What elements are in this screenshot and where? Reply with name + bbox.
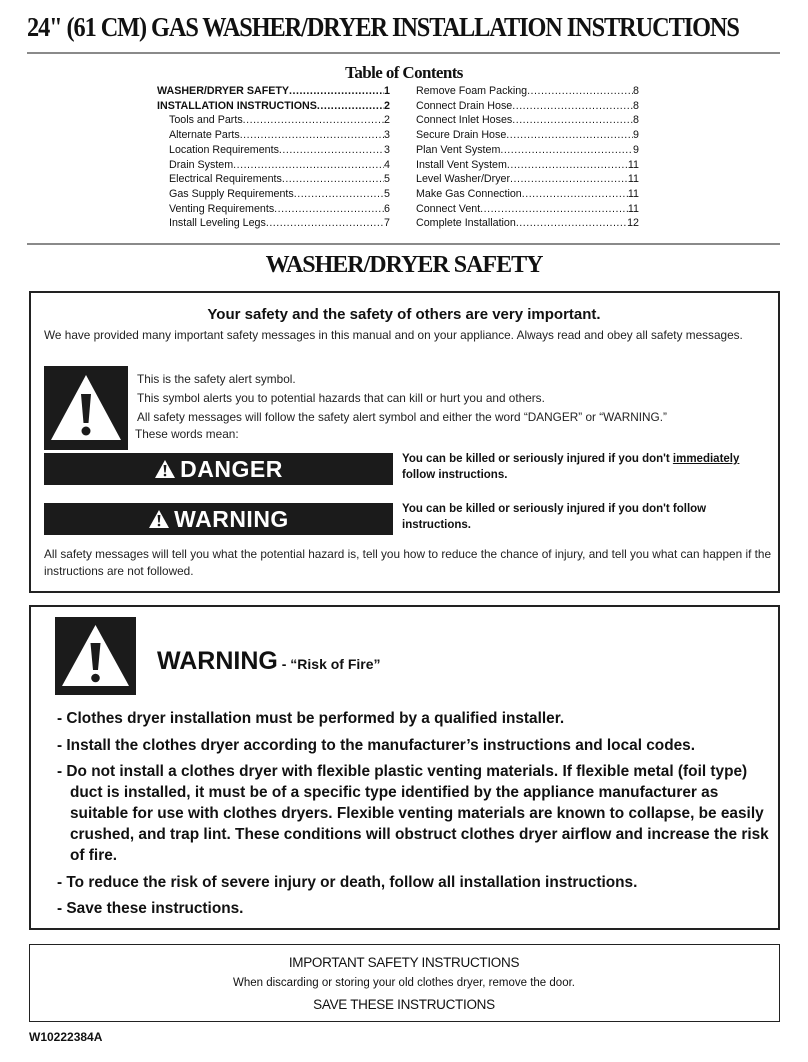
toc-leader-dots — [512, 99, 633, 114]
toc-entry[interactable] — [157, 99, 390, 114]
toc-entry-page: 3 — [384, 143, 390, 156]
safety-alert-icon — [44, 366, 128, 450]
toc-entry-label: Complete Installation — [416, 217, 516, 230]
fire-warning-heading — [157, 647, 381, 676]
toc-entry-label: Alternate Parts — [169, 129, 240, 142]
toc-entry-page: 2 — [384, 114, 390, 127]
toc-entry-label: Electrical Requirements — [169, 173, 282, 186]
toc-entry[interactable] — [157, 172, 390, 187]
toc-entry[interactable] — [157, 143, 390, 158]
danger-text-emphasis: immediately — [672, 453, 740, 465]
toc-leader-dots — [527, 84, 633, 99]
toc-entry-label: Secure Drain Hose — [416, 129, 507, 142]
toc-entry[interactable] — [416, 187, 639, 202]
toc-entry-page: 1 — [384, 85, 390, 97]
warning-alert-icon — [148, 509, 170, 529]
toc-entry[interactable] — [416, 99, 639, 114]
toc-entry-page: 8 — [633, 114, 639, 127]
toc-entry-page: 9 — [633, 129, 639, 142]
danger-text — [402, 452, 772, 483]
toc-entry[interactable] — [157, 128, 390, 143]
toc-entry-page: 4 — [384, 158, 390, 171]
symbol-line-4: These words mean: — [135, 427, 239, 441]
toc-entry-page: 2 — [384, 99, 390, 112]
toc-leader-dots — [289, 84, 384, 99]
toc-leader-dots — [480, 202, 628, 217]
toc-leader-dots — [510, 172, 628, 187]
toc-entry[interactable] — [416, 128, 639, 143]
important-title: IMPORTANT SAFETY INSTRUCTIONS — [288, 955, 520, 970]
toc-entry-page: 6 — [384, 202, 390, 215]
symbol-line-1: This is the safety alert symbol. — [137, 372, 296, 386]
toc-entry-label: Connect Inlet Hoses — [416, 114, 513, 127]
toc-leader-dots — [266, 216, 384, 231]
toc-entry[interactable] — [416, 113, 639, 128]
toc-entry-label: INSTALLATION INSTRUCTIONS — [157, 99, 317, 112]
symbol-line-2: This symbol alerts you to potential hazards that can kill or hurt you and others. — [137, 391, 545, 405]
fire-warning-item: - To reduce the risk of severe injury or death, follow all installation instructions. — [57, 873, 638, 891]
fire-warning-item: - Clothes dryer installation must be performed by a qualified installer. — [57, 710, 565, 727]
toc-entry-page: 3 — [384, 129, 390, 142]
fire-warning-title: WARNING — [157, 647, 278, 675]
toc-title: Table of Contents — [345, 63, 463, 82]
safety-heading: Your safety and the safety of others are very important. — [207, 306, 601, 323]
toc-entry-page: 11 — [627, 158, 639, 171]
toc-leader-dots — [512, 113, 633, 128]
toc-entry-page: 11 — [627, 187, 639, 200]
toc-entry-page: 5 — [384, 187, 390, 200]
important-text: When discarding or storing your old clothes dryer, remove the door. — [233, 977, 575, 989]
toc-leader-dots — [294, 187, 384, 202]
toc-entry-page: 9 — [633, 143, 639, 156]
danger-signal-bar — [44, 453, 393, 485]
toc-entry-page: 7 — [384, 217, 390, 230]
toc-entry-page: 5 — [384, 173, 390, 186]
toc-entry-label: Connect Vent — [416, 202, 481, 215]
document-number: W10222384A — [29, 1030, 103, 1044]
toc-right-column — [416, 84, 639, 231]
header-divider — [27, 52, 780, 54]
symbol-line-3: All safety messages will follow the safety alert symbol and either the word “DANGER” or “WARNING.” — [137, 410, 667, 424]
toc-leader-dots — [317, 99, 384, 114]
toc-leader-dots — [243, 113, 384, 128]
warning-label: WARNING — [174, 505, 289, 532]
fire-warning-dash: - — [277, 656, 291, 672]
safety-intro: We have provided many important safety messages in this manual and on your appliance. Always read and obey all safety messages. — [44, 328, 743, 342]
toc-entry[interactable] — [416, 172, 639, 187]
toc-entry-page: 8 — [633, 99, 639, 112]
toc-leader-dots — [282, 172, 384, 187]
fire-warning-item: - Do not install a clothes dryer with flexible plastic venting materials. If flexible metal (foil type) duct is installed, it must be of a specific type identified by the appliance manufacturer as suitable for use with clothes dryers. Flexible venting materials are known to collapse, be easily crushed, and trap lint. These conditions will obstruct clothes dryer airflow and increase the risk of fire. — [57, 763, 769, 864]
toc-entry-label: Install Vent System — [416, 158, 507, 171]
toc-entry[interactable] — [416, 84, 639, 99]
warning-text: You can be killed or seriously injured if you don't follow instructions. — [402, 503, 707, 531]
danger-text-pre: You can be killed or seriously injured if you don't — [402, 453, 673, 465]
danger-text-post: follow instructions. — [402, 468, 508, 481]
fire-warning-item: - Save these instructions. — [57, 900, 244, 917]
toc-entry-page: 11 — [627, 173, 639, 186]
toc-entry[interactable] — [416, 202, 639, 217]
section-title: WASHER/DRYER SAFETY — [265, 252, 543, 278]
toc-entry[interactable] — [157, 202, 390, 217]
toc-entry-page: 8 — [633, 85, 639, 97]
toc-leader-dots — [500, 143, 633, 158]
toc-entry-page: 11 — [627, 202, 639, 215]
toc-divider — [27, 243, 780, 245]
toc-entry-label: Location Requirements — [169, 143, 279, 156]
toc-entry-label: Drain System — [169, 158, 234, 171]
toc-leader-dots — [507, 158, 628, 173]
toc-entry-page: 12 — [627, 217, 639, 230]
toc-entry-label: Connect Drain Hose — [416, 99, 513, 112]
toc-entry[interactable] — [157, 187, 390, 202]
fire-warning-list — [57, 708, 769, 925]
toc-entry-label: Make Gas Connection — [416, 187, 522, 200]
toc-entry-label: Venting Requirements — [169, 202, 275, 215]
toc-leader-dots — [233, 158, 384, 173]
toc-entry[interactable] — [157, 84, 390, 99]
toc-entry-label: Install Leveling Legs — [169, 217, 266, 230]
toc-leader-dots — [240, 128, 384, 143]
toc-leader-dots — [506, 128, 633, 143]
fire-alert-icon — [55, 617, 136, 695]
toc-entry-label: WASHER/DRYER SAFETY — [157, 85, 290, 97]
page-title: 24" (61 CM) GAS WASHER/DRYER INSTALLATION INSTRUCTIONS — [27, 12, 739, 42]
toc-entry[interactable] — [416, 158, 639, 173]
toc-leader-dots — [516, 216, 627, 231]
toc-entry-label: Tools and Parts — [169, 114, 243, 127]
warning-signal-bar — [44, 503, 393, 535]
danger-alert-icon — [154, 459, 176, 479]
danger-label: DANGER — [180, 455, 283, 482]
toc-entry[interactable] — [416, 143, 639, 158]
toc-entry-label: Remove Foam Packing — [416, 85, 528, 97]
fire-warning-subtitle: “Risk of Fire” — [290, 656, 381, 672]
toc-entry-label: Level Washer/Dryer — [416, 173, 511, 186]
toc-entry[interactable] — [416, 216, 639, 231]
toc-entry-label: Gas Supply Requirements — [169, 187, 294, 200]
safety-closing: All safety messages will tell you what the potential hazard is, tell you how to reduce the chance of injury, and tell you what can happen if the instructions are not followed. — [44, 547, 772, 578]
toc-leader-dots — [274, 202, 384, 217]
toc-entry-label: Plan Vent System — [416, 143, 501, 156]
fire-warning-item: - Install the clothes dryer according to the manufacturer’s instructions and local codes. — [57, 736, 695, 754]
toc-leader-dots — [522, 187, 628, 202]
toc-left-column — [157, 84, 390, 231]
save-instructions: SAVE THESE INSTRUCTIONS — [313, 997, 495, 1012]
toc-entry[interactable] — [157, 158, 390, 173]
toc-leader-dots — [279, 143, 384, 158]
toc-entry[interactable] — [157, 113, 390, 128]
toc-entry[interactable] — [157, 216, 390, 231]
